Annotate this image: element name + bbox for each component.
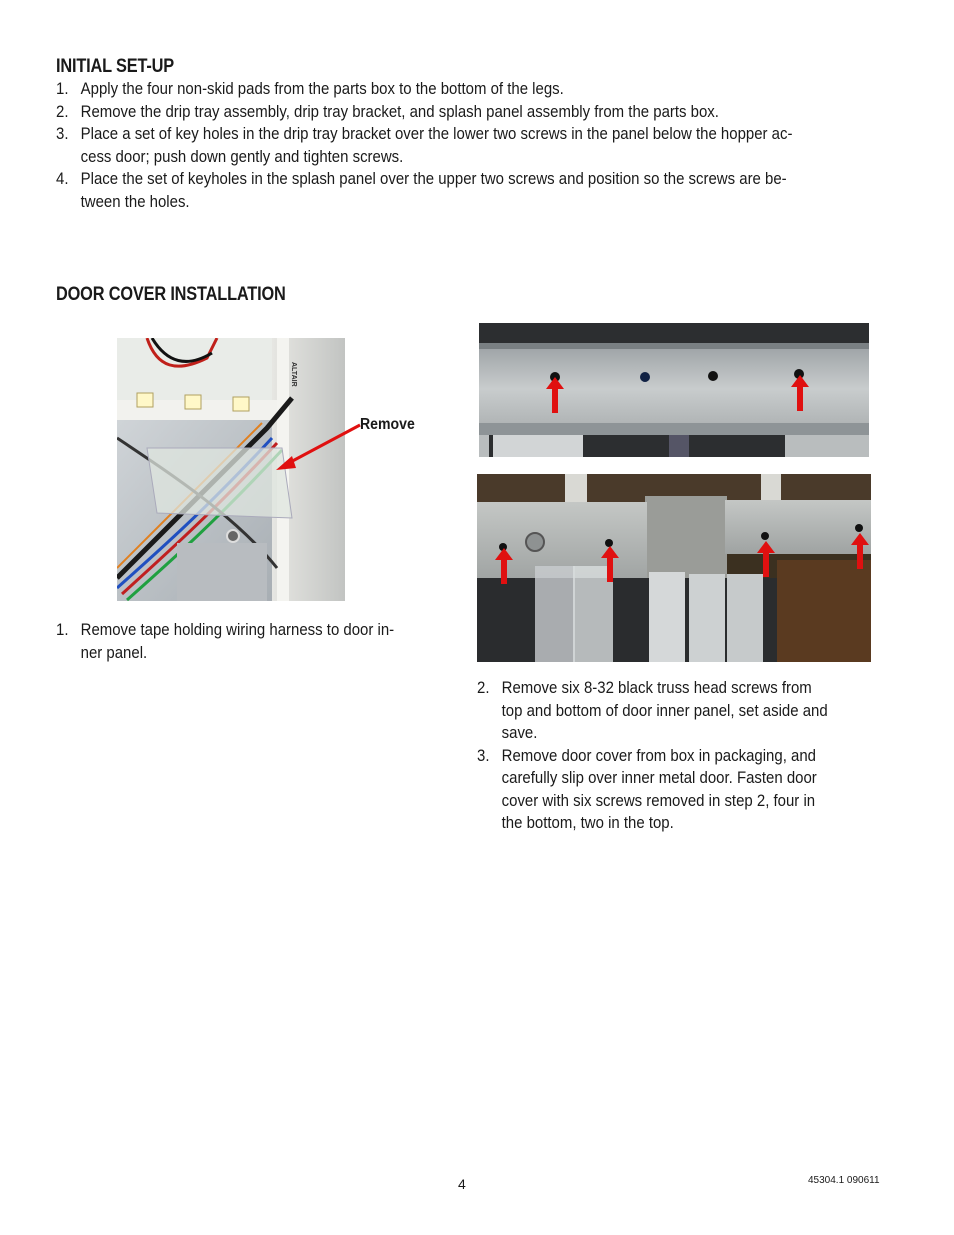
door-cover-steps-2-3 [477,677,927,835]
initial-setup-steps [56,78,883,213]
list-item: 1. Apply the four non-skid pads from the parts box to the bottom of the legs. [56,79,564,98]
list-item: 4. Place the set of keyholes in the splash panel over the upper two screws and position so the screws are be- tween the holes. [56,169,787,211]
initial-setup-list [56,78,954,213]
arrow-up-icon [850,533,870,569]
list-item: 3. Place a set of key holes in the drip tray bracket over the lower two screws in the panel below the hopper ac- cess door; push down gently and tighten screws. [56,124,793,166]
arrow-up-icon [756,541,776,577]
callout-arrow [270,420,365,480]
arrow-up-icon [790,375,810,411]
arrow-up-icon [494,548,514,584]
callout-label-remove: Remove [360,416,415,433]
list-item: 2. Remove six 8-32 black truss head screws from top and bottom of door inner panel, set aside and save. [477,678,828,742]
page-number: 4 [458,1176,466,1192]
arrow-up-icon [545,377,565,413]
list-item: 1. Remove tape holding wiring harness to door in- ner panel. [56,620,395,662]
document-number: 45304.1 090611 [808,1175,880,1186]
list-item: 3. Remove door cover from box in packaging, and carefully slip over inner metal door. Fasten door cover with six screws removed in step 2, four in the bottom, two in the top. [477,745,817,832]
photo-top-panel-svg [479,323,869,457]
arrow-up-icon [600,546,620,582]
photo-top-panel [479,323,869,457]
brand-label: ALTAIR [290,362,297,387]
photo-bottom-panel-svg [477,474,871,662]
section-heading-door-cover: DOOR COVER INSTALLATION [56,284,286,305]
section-heading-initial-setup: INITIAL SET-UP [56,56,175,77]
photo-bottom-panel [477,474,871,662]
door-cover-step-1 [56,619,496,664]
list-item: 2. Remove the drip tray assembly, drip tray bracket, and splash panel assembly from the parts box. [56,101,719,121]
